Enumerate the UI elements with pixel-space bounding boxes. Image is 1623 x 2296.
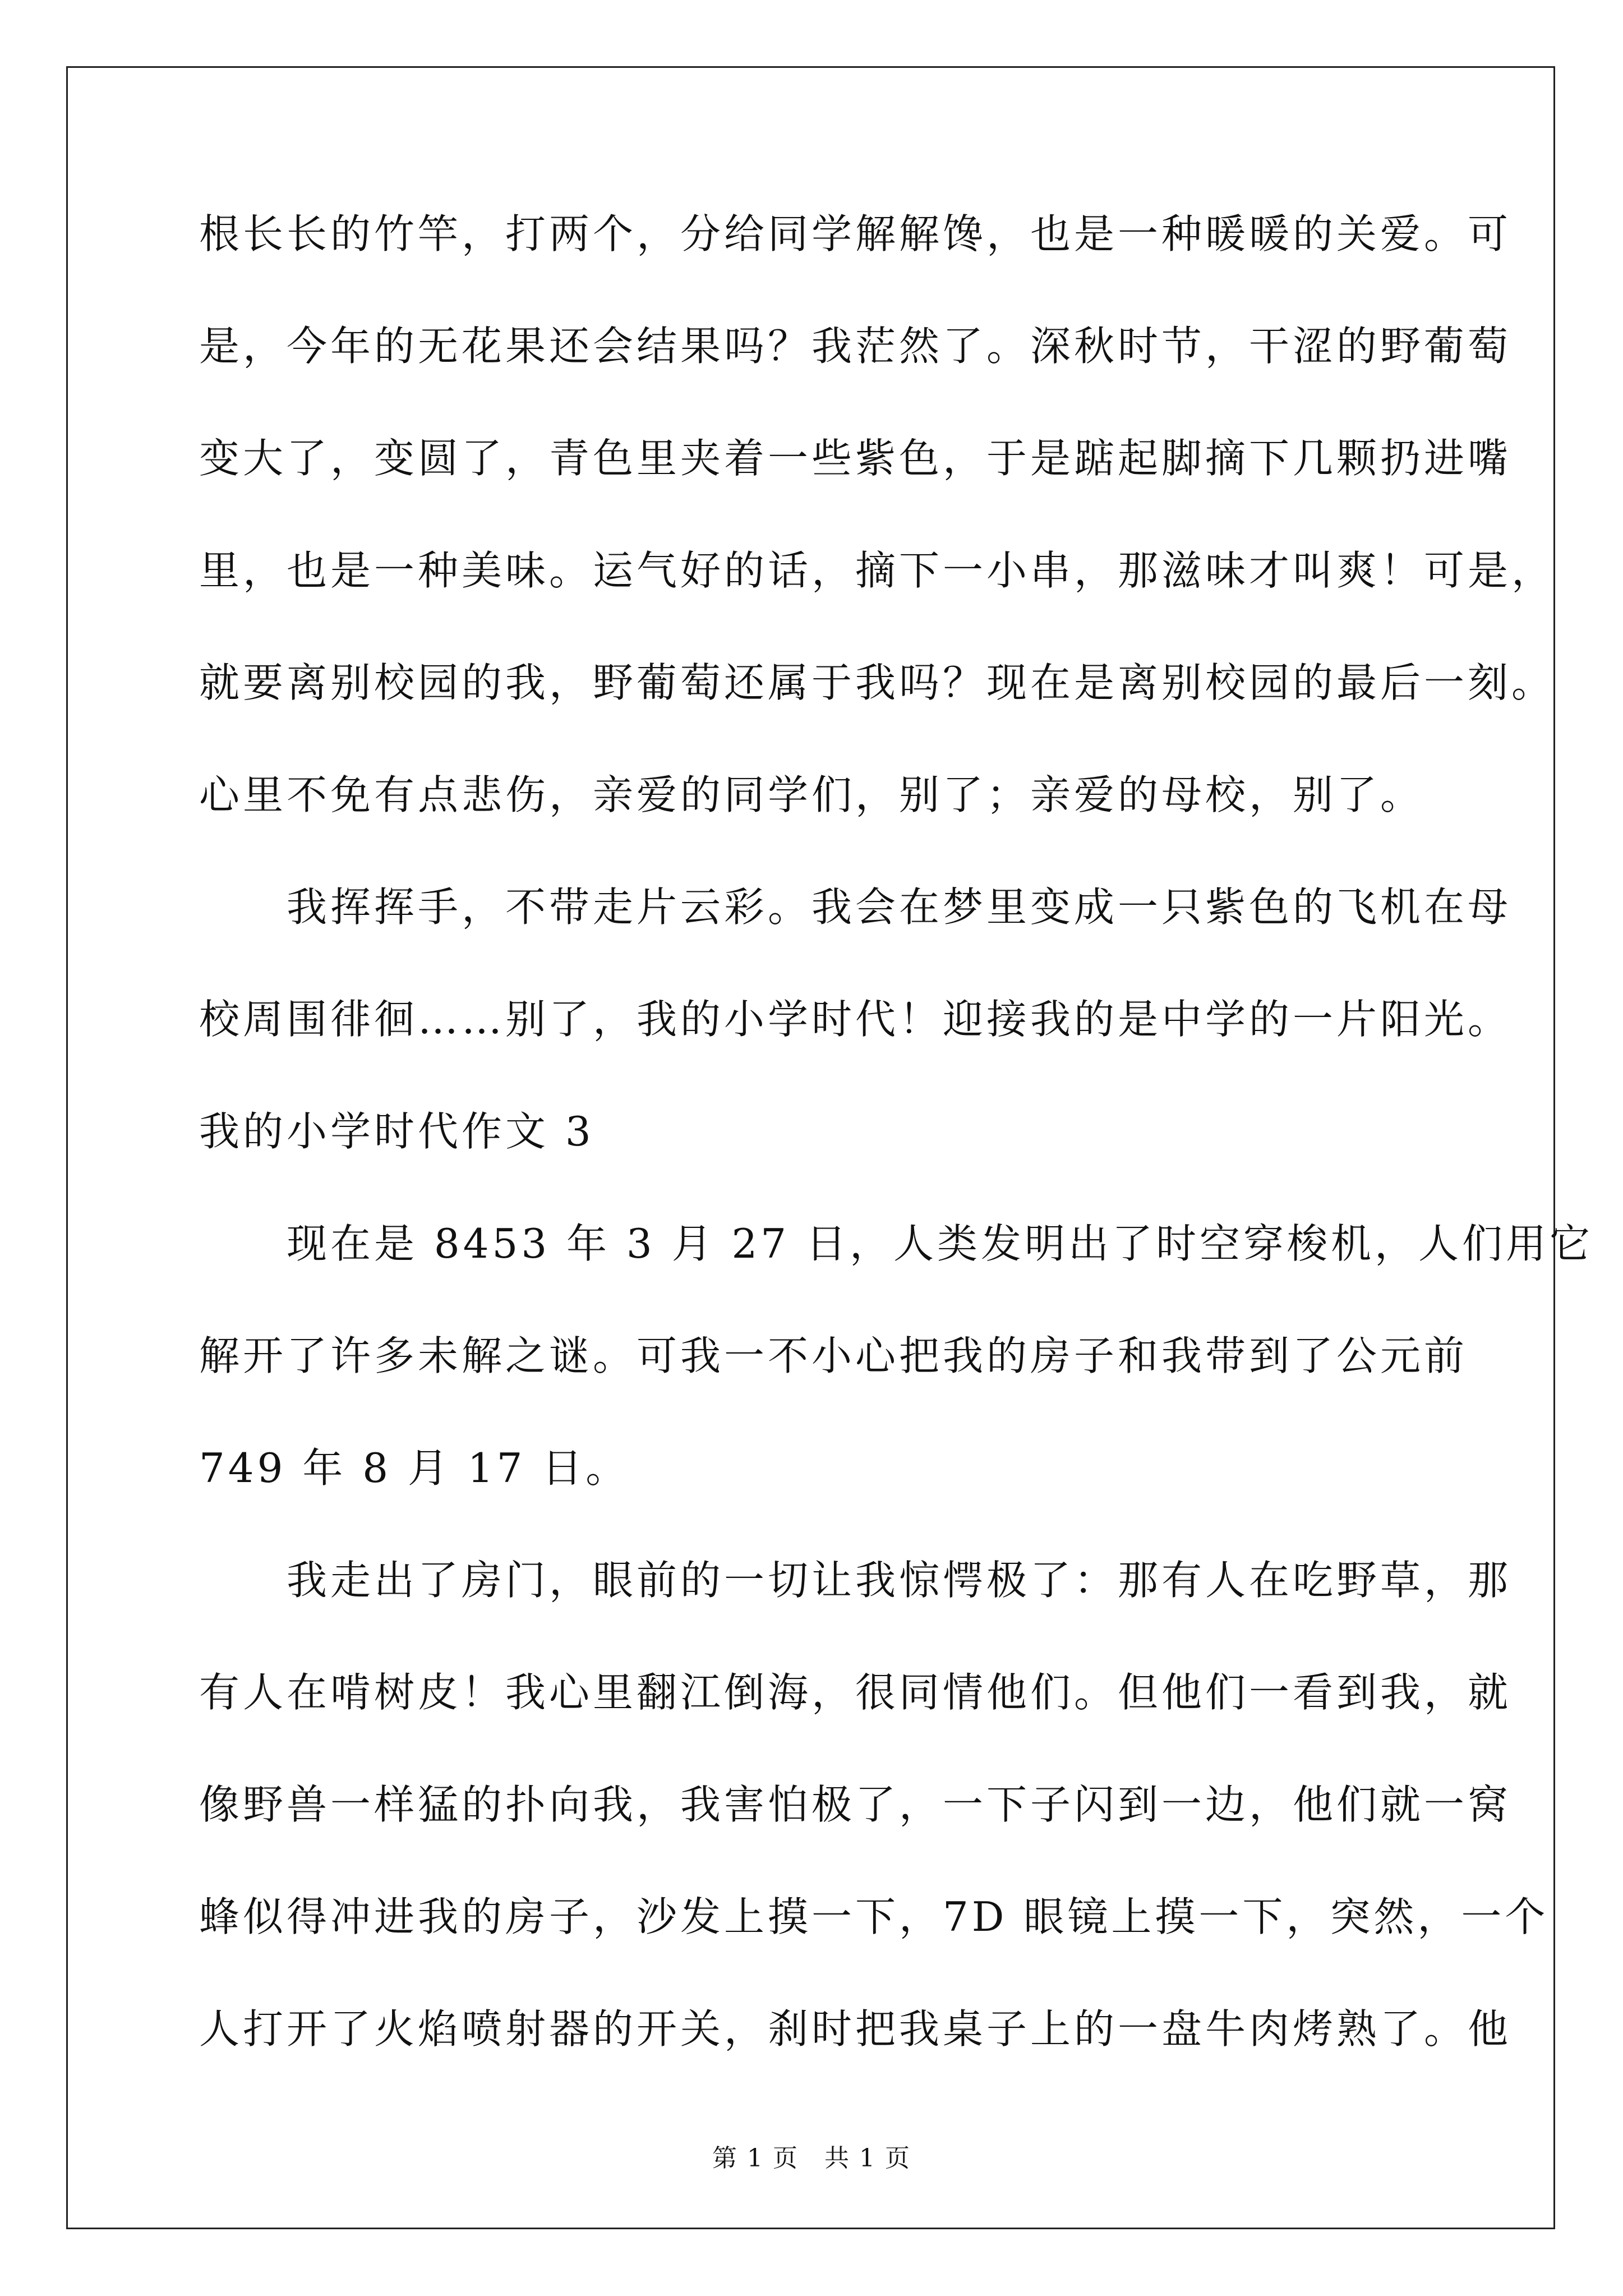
page-footer	[0, 2143, 1623, 2174]
paragraph-start-line: 现在是 8453 年 3 月 27 日，人类发明出了时空穿梭机，人们用它	[199, 1220, 1593, 1267]
page-number-label: 第 1 页 共 1 页	[712, 2144, 911, 2173]
text-line: 像野兽一样猛的扑向我，我害怕极了，一下子闪到一边，他们就一窝	[199, 1781, 1512, 1828]
text-line: 根长长的竹竿，打两个，分给同学解解馋，也是一种暖暖的关爱。可	[199, 210, 1512, 257]
paragraph-start-line: 我走出了房门，眼前的一切让我惊愕极了：那有人在吃野草，那	[199, 1557, 1512, 1604]
text-line: 解开了许多未解之谜。可我一不小心把我的房子和我带到了公元前	[199, 1332, 1468, 1379]
text-line: 是，今年的无花果还会结果吗？我茫然了。深秋时节，干涩的野葡萄	[199, 323, 1512, 370]
text-line: 心里不免有点悲伤，亲爱的同学们，别了；亲爱的母校，别了。	[199, 771, 1424, 818]
section-heading: 我的小学时代作文 3	[199, 1108, 594, 1155]
text-line: 有人在啃树皮！我心里翻江倒海，很同情他们。但他们一看到我，就	[199, 1669, 1512, 1716]
paragraph-start-line: 我挥挥手，不带走片云彩。我会在梦里变成一只紫色的飞机在母	[199, 884, 1512, 931]
text-line: 就要离别校园的我，野葡萄还属于我吗？现在是离别校园的最后一刻。	[199, 659, 1556, 706]
text-line: 变大了，变圆了，青色里夹着一些紫色，于是踮起脚摘下几颗扔进嘴	[199, 435, 1512, 482]
text-line: 749 年 8 月 17 日。	[199, 1444, 630, 1492]
text-line: 校周围徘徊……别了，我的小学时代！迎接我的是中学的一片阳光。	[199, 996, 1512, 1043]
text-line: 里，也是一种美味。运气好的话，摘下一小串，那滋味才叫爽！可是，	[199, 547, 1556, 594]
text-line: 人打开了火焰喷射器的开关，刹时把我桌子上的一盘牛肉烤熟了。他	[199, 2005, 1512, 2053]
text-line: 蜂似得冲进我的房子，沙发上摸一下，7D 眼镜上摸一下，突然，一个	[199, 1893, 1549, 1940]
